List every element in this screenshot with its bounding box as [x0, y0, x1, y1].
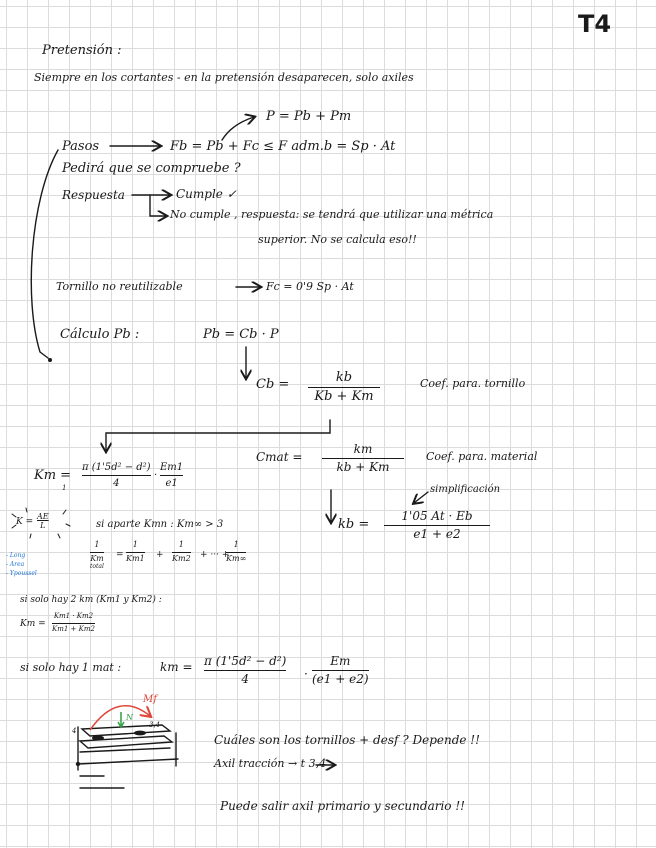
legend-area: - Area — [6, 561, 25, 568]
km2-denominator: Km1 + Km2 — [52, 624, 95, 633]
kb-denominator: e1 + e2 — [413, 527, 461, 542]
sketch-mf-label: Mf — [143, 694, 157, 705]
plates-sketch — [78, 725, 178, 788]
calculo-label: Cálculo Pb : — [60, 327, 140, 342]
cb-note: Coef. para. tornillo — [420, 377, 526, 390]
pasos-label: Pasos — [62, 139, 100, 154]
km1-denominator: 4 — [241, 672, 249, 687]
cb-lhs: Cb = — [256, 377, 290, 392]
sketch-n-label: N — [126, 713, 133, 722]
kb-numerator: 1'05 At · Eb — [401, 509, 473, 523]
bolt-left — [92, 736, 104, 741]
fb-equation: Fb = Pb + Fc ≤ F adm.b = Sp · At — [170, 139, 396, 154]
sum-plus: + — [156, 550, 164, 560]
sketch-dot — [76, 762, 80, 766]
km-denominator: 4 — [113, 478, 120, 489]
sum-term-2: 1 Km2 — [172, 540, 191, 563]
kb-lhs: kb = — [338, 517, 370, 532]
k-numerator: AE — [37, 512, 49, 521]
left-bracket — [31, 150, 58, 358]
k-symbol: K = — [16, 517, 34, 527]
km2-numerator: Km1 · Km2 — [53, 612, 94, 620]
arrow-simplificacion — [414, 492, 428, 503]
cb-denominator: Kb + Km — [314, 389, 374, 405]
km-dot: · — [154, 470, 158, 481]
cmat-lhs: Cmat = — [256, 450, 303, 464]
sketch-label-right: 3,4 — [149, 721, 161, 729]
no-cumple-text-2: superior. No se calcula eso!! — [258, 233, 417, 246]
cmat-note: Coef. para. material — [426, 450, 538, 463]
question-2: Axil tracción → t 3,4 — [214, 757, 327, 770]
km2-lhs: Km = — [20, 619, 46, 629]
sketch-label-left: 4 — [72, 727, 77, 735]
cb-numerator: kb — [335, 370, 353, 385]
k-box-rays — [12, 508, 70, 538]
sum-km-total: 1 Km total — [90, 540, 104, 570]
km1-dot: · — [304, 667, 308, 681]
cmat-denominator: kb + Km — [336, 460, 390, 475]
bolt-right — [134, 731, 146, 736]
respuesta-label: Respuesta — [62, 188, 125, 202]
cmat-numerator: km — [353, 442, 373, 456]
km-denominator-2: e1 — [165, 478, 178, 489]
page-tag: T4 — [578, 10, 612, 38]
sum-eq: = — [116, 550, 124, 560]
km-lhs: Km = — [34, 468, 72, 483]
arrow-to-p — [222, 117, 254, 140]
simplificacion-note: simplificación — [430, 484, 501, 495]
km1-denominator-2: (e1 + e2) — [312, 672, 369, 687]
km1-numerator: π (1'5d² − d²) — [204, 654, 287, 668]
cumple-text: Cumple ✓ — [176, 187, 237, 201]
km-numerator: π (1'5d² − d²) — [82, 462, 151, 473]
no-cumple-text: No cumple , respuesta: se tendrá que utilizar una métrica — [170, 208, 494, 221]
fc-equation: Fc = 0'9 Sp · At — [266, 280, 354, 293]
legend-long: - Long — [6, 552, 26, 559]
k-denominator: L — [40, 520, 46, 530]
si-solo-1-label: si solo hay 1 mat : — [20, 661, 122, 674]
km-lhs-sub: 1 — [62, 484, 67, 492]
km1-lhs: km = — [160, 660, 193, 674]
p-equation: P = Pb + Pm — [266, 109, 352, 124]
si-aparte-text: si aparte Kmn : Km∞ > 3 — [96, 519, 224, 530]
sum-term-1: 1 Km1 — [126, 540, 145, 563]
bracket-dot — [48, 358, 52, 362]
si-solo-2-text: si solo hay 2 km (Km1 y Km2) : — [20, 595, 162, 605]
pedira-text: Pedirá que se compruebe ? — [62, 161, 241, 176]
intro-text: Siempre en los cortantes - en la pretensión desaparecen, solo axiles — [34, 71, 414, 84]
sum-term-3: 1 Km∞ — [226, 540, 247, 563]
question-1: Cuáles son los tornillos + desf ? Depende !! — [214, 733, 480, 747]
tornillo-text: Tornillo no reutilizable — [56, 280, 183, 293]
arrow-to-km — [106, 420, 330, 451]
km-numerator-2: Em1 — [160, 462, 184, 473]
page-title: Pretensión : — [42, 43, 122, 58]
sum-dots: + ··· + — [200, 550, 230, 560]
km1-numerator-2: Em — [330, 654, 351, 668]
legend-ypoussel: - Ypoussel — [6, 570, 37, 577]
arrow-respuesta-nocumple — [150, 195, 166, 216]
pb-equation: Pb = Cb · P — [203, 327, 279, 342]
question-3: Puede salir axil primario y secundario !! — [220, 799, 465, 813]
